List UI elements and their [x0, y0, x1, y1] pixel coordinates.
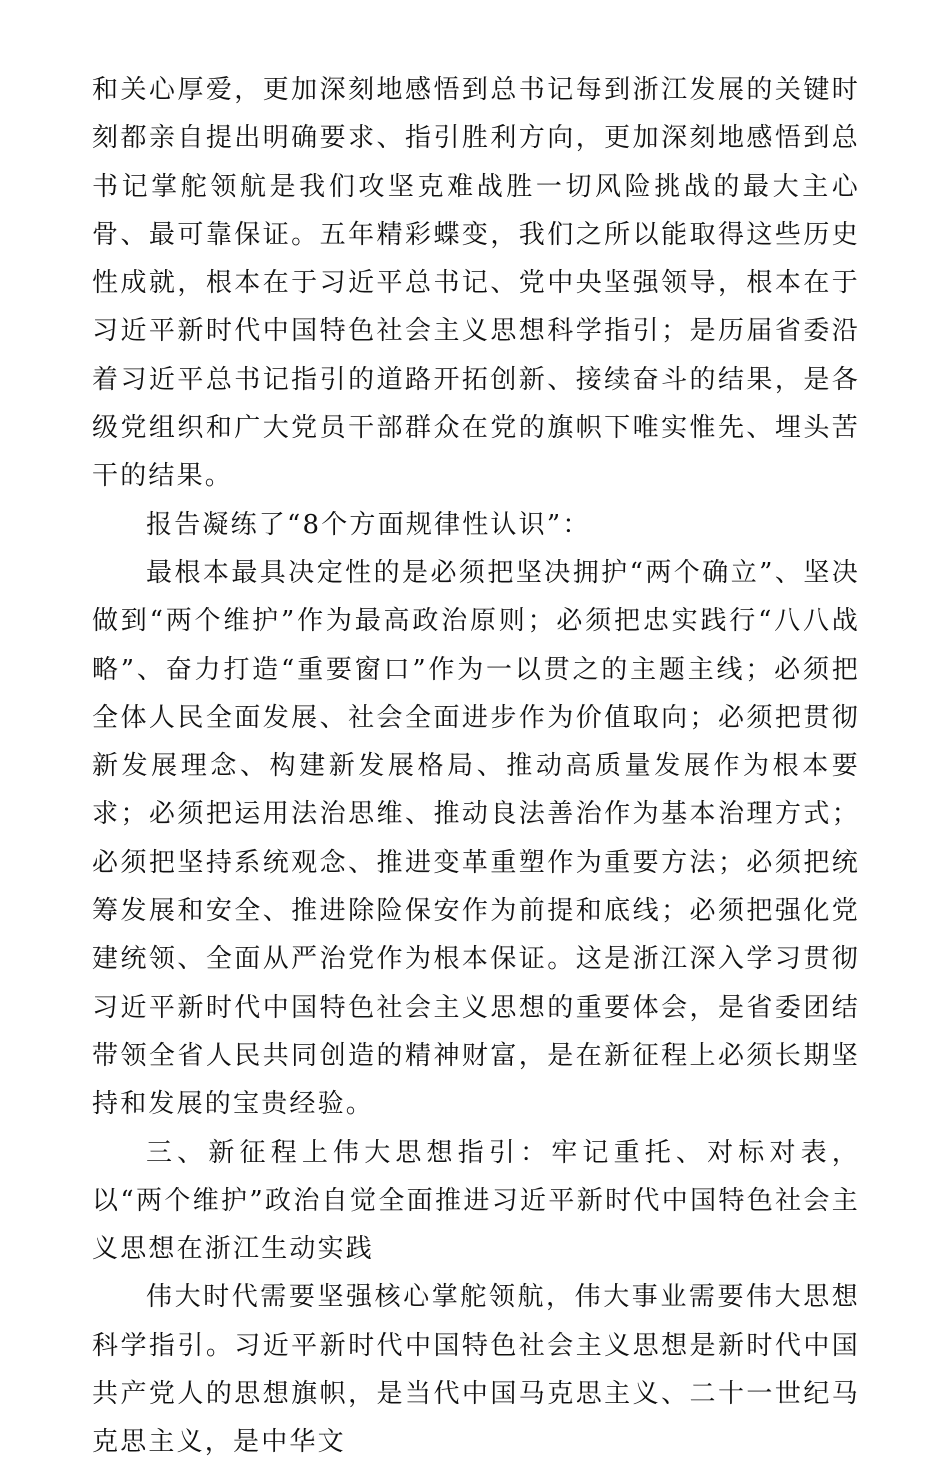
document-page: [92, 66, 860, 1467]
paragraph-continuation: 和关心厚爱，更加深刻地感悟到总书记每到浙江发展的关键时刻都亲自提出明确要求、指引胜利方向，更加深刻地感悟到总书记掌舵领航是我们攻坚克难战胜一切风险挑战的最大主心骨、最可靠保证。五年精彩蝶变，我们之所以能取得这些历史性成就，根本在于习近平总书记、党中央坚强领导，根本在于习近平新时代中国特色社会主义思想科学指引；是历届省委沿着习近平总书记指引的道路开拓创新、接续奋斗的结果，是各级党组织和广大党员干部群众在党的旗帜下唯实惟先、埋头苦干的结果。: [92, 75, 860, 492]
paragraph-eight-principles: 最根本最具决定性的是必须把坚决拥护“两个确立”、坚决做到“两个维护”作为最高政治原则；必须把忠实践行“八八战略”、奋力打造“重要窗口”作为一以贯之的主题主线；必须把全体人民全面发展、社会全面进步作为价值取向；必须把贯彻新发展理念、构建新发展格局、推动高质量发展作为根本要求；必须把运用法治思维、推动良法善治作为基本治理方式；必须把坚持系统观念、推进变革重塑作为重要方法；必须把统筹发展和安全、推进除险保安作为前提和底线；必须把强化党建统领、全面从严治党作为根本保证。这是浙江深入学习贯彻习近平新时代中国特色社会主义思想的重要体会，是省委团结带领全省人民共同创造的精神财富，是在新征程上必须长期坚持和发展的宝贵经验。: [92, 557, 860, 1120]
section-heading-three: 三、新征程上伟大思想指引：牢记重托、对标对表，以“两个维护”政治自觉全面推进习近平新时代中国特色社会主义思想在浙江生动实践: [92, 1137, 860, 1265]
paragraph-great-thought: 伟大时代需要坚强核心掌舵领航，伟大事业需要伟大思想科学指引。习近平新时代中国特色社会主义思想是新时代中国共产党人的思想旗帜，是当代中国马克思主义、二十一世纪马克思主义，是中华文: [92, 1282, 860, 1458]
paragraph-report-summary: 报告凝练了“8个方面规律性认识”：: [146, 509, 591, 540]
